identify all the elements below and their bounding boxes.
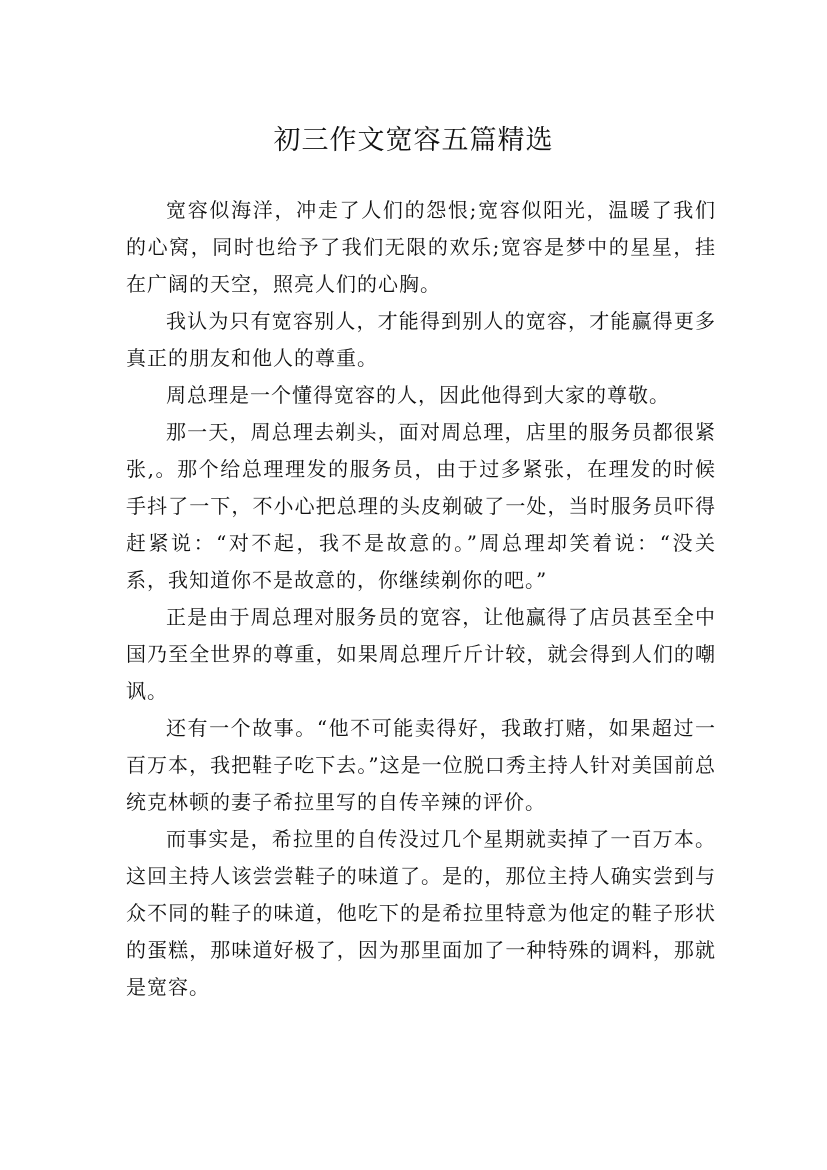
paragraph-1: 宽容似海洋，冲走了人们的怨恨;宽容似阳光，温暖了我们的心窝，同时也给予了我们无限的欢乐;宽容是梦中的星星，挂在广阔的天空，照亮人们的心胸。 — [126, 198, 716, 296]
paragraph-6: 还有一个故事。“他不可能卖得好，我敢打赌，如果超过一百万本，我把鞋子吃下去。”这是一位脱口秀主持人针对美国前总统克林顿的妻子希拉里写的自传辛辣的评价。 — [126, 716, 716, 814]
paragraph-7: 而事实是，希拉里的自传没过几个星期就卖掉了一百万本。这回主持人该尝尝鞋子的味道了。是的，那位主持人确实尝到与众不同的鞋子的味道，他吃下的是希拉里特意为他定的鞋子形状的蛋糕，那味道好极了，因为那里面加了一种特殊的调料，那就是宽容。 — [126, 827, 716, 999]
document-body — [126, 192, 716, 1006]
paragraph-5: 正是由于周总理对服务员的宽容，让他赢得了店员甚至全中国乃至全世界的尊重，如果周总理斤斤计较，就会得到人们的嘲讽。 — [126, 605, 716, 703]
paragraph-4: 那一天，周总理去剃头，面对周总理，店里的服务员都很紧张,。那个给总理理发的服务员，由于过多紧张，在理发的时候手抖了一下，不小心把总理的头皮剃破了一处，当时服务员吓得赶紧说：“对不起，我不是故意的。”周总理却笑着说：“没关系，我知道你不是故意的，你继续剃你的吧。” — [126, 420, 716, 592]
paragraph-3: 周总理是一个懂得宽容的人，因此他得到大家的尊敬。 — [166, 383, 670, 407]
document-title: 初三作文宽容五篇精选 — [273, 125, 554, 157]
paragraph-2: 我认为只有宽容别人，才能得到别人的宽容，才能赢得更多真正的朋友和他人的尊重。 — [126, 309, 716, 370]
